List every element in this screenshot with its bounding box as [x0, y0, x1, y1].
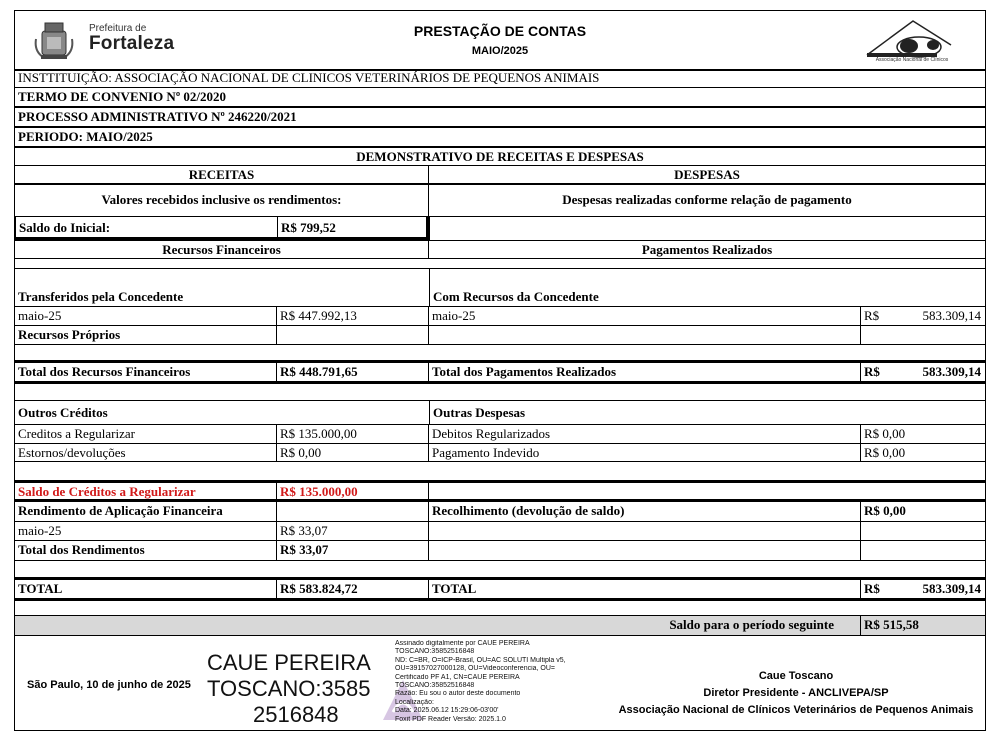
recursos-financeiros-header: Recursos Financeiros: [15, 240, 429, 258]
recursos-proprios-value: [277, 326, 429, 344]
sig-detail-line: Localização:: [395, 698, 434, 706]
maio-receita-label: maio-25: [15, 307, 277, 325]
rendimento-empty: [277, 502, 429, 521]
total-pagamentos-value: 583.309,14: [922, 364, 981, 379]
total-receitas-label: TOTAL: [15, 580, 277, 598]
document-page: [14, 10, 986, 731]
valores-row: [15, 185, 985, 216]
total-rendimentos-row: [15, 541, 985, 561]
recursos-proprios-despesa-empty: [429, 326, 861, 344]
transferidos-value: R$ 447.992,13: [277, 307, 429, 325]
digital-signature-name: [207, 650, 371, 728]
pagamento-indevido-value: R$ 0,00: [864, 445, 906, 460]
saldo-creditos-label: Saldo de Créditos a Regularizar: [15, 483, 277, 499]
demonstrativo-title: DEMONSTRATIVO DE RECEITAS E DESPESAS: [356, 149, 644, 164]
pagamento-currency: R$: [864, 308, 880, 323]
recolhimento-value: R$ 0,00: [864, 503, 906, 518]
recursos-proprios-label: Recursos Próprios: [15, 326, 277, 344]
recursos-proprios-row: [15, 326, 985, 345]
prefeitura-big-text: Fortaleza: [89, 33, 175, 54]
sig-detail-line: TOSCANO:35852516848: [395, 648, 475, 656]
total-row: [15, 580, 985, 601]
spacer-row-1: [15, 259, 985, 269]
spacer-row-2: [15, 345, 985, 363]
despesas-header: DESPESAS: [674, 167, 740, 182]
termo-text: TERMO DE CONVENIO Nº 02/2020: [18, 89, 226, 104]
spacer-row-4: [15, 462, 985, 483]
digital-signature-details: [395, 640, 625, 724]
total-recursos-label: Total dos Recursos Financeiros: [15, 363, 277, 381]
sig-detail-line: ND: C=BR, O=ICP-Brasil, OU=AC SOLUTI Multipla v5,: [395, 656, 566, 664]
valores-recebidos-text: Valores recebidos inclusive os rendimentos:: [15, 185, 429, 216]
recolhimento-label: Recolhimento (devolução de saldo): [429, 502, 861, 521]
termo-row: [15, 88, 985, 108]
sig-detail-line: TOSCANO:35852516848: [395, 682, 475, 690]
spacer-row-6: [15, 601, 985, 616]
spacer-row-3: [15, 384, 985, 401]
total-despesas-label: TOTAL: [429, 580, 861, 598]
saldo-seguinte-value: R$ 515,58: [864, 617, 919, 632]
saldo-seguinte-label: Saldo para o período seguinte: [15, 616, 861, 635]
saldo-inicial-label: Saldo do Inicial:: [15, 216, 277, 240]
saldo-inicial-row: [15, 216, 985, 240]
transferidos-row: [15, 269, 985, 307]
sig-detail-line: OU=39157027000128, OU=Videoconferencia, OU=: [395, 665, 556, 673]
pagamentos-realizados-header: Pagamentos Realizados: [429, 240, 985, 258]
instituicao-row: [15, 69, 985, 88]
total-despesas-currency: R$: [864, 581, 880, 596]
total-pagamentos-label: Total dos Pagamentos Realizados: [429, 363, 861, 381]
spacer-row-5: [15, 561, 985, 580]
instituicao-text: INSTTITUIÇÃO: ASSOCIAÇÃO NACIONAL DE CLINICOS VETERINÁRIOS DE PEQUENOS ANIMAIS: [18, 70, 600, 85]
maio-despesa-label: maio-25: [429, 307, 861, 325]
outros-row: [15, 401, 985, 425]
total-recursos-value: R$ 448.791,65: [277, 363, 429, 381]
pagamento-indevido-label: Pagamento Indevido: [429, 444, 861, 461]
processo-text: PROCESSO ADMINISTRATIVO Nº 246220/2021: [18, 109, 297, 124]
anclivepa-logo-caption: Associação Nacional de Clínicos: [875, 57, 949, 63]
transferidos-label: Transferidos pela Concedente: [18, 289, 184, 304]
creditos-regularizar-row: [15, 425, 985, 444]
estornos-row: [15, 444, 985, 462]
total-rendimentos-despesa-empty: [429, 541, 861, 560]
despesas-realizadas-text: Despesas realizadas conforme relação de pagamento: [562, 192, 852, 207]
rendimento-maio-despesa-empty: [429, 522, 861, 540]
sig-detail-line: Data: 2025.06.12 15:29:06-03'00': [395, 707, 499, 715]
periodo-row: [15, 128, 985, 148]
creditos-regularizar-value: R$ 135.000,00: [277, 425, 429, 443]
document-title: PRESTAÇÃO DE CONTAS: [413, 23, 587, 39]
estornos-label: Estornos/devoluções: [15, 444, 277, 461]
maio-row: [15, 307, 985, 326]
receitas-despesas-header-row: [15, 166, 985, 185]
sig-detail-line: Razão: Eu sou o autor deste documento: [395, 690, 521, 698]
creditos-regularizar-label: Creditos a Regularizar: [15, 425, 277, 443]
rendimento-maio-row: [15, 522, 985, 541]
saldo-seguinte-row: [15, 616, 985, 636]
document-header: [15, 11, 985, 71]
signer-name: Caue Toscano: [758, 670, 834, 682]
signer-org: Associação Nacional de Clínicos Veterinários de Pequenos Animais: [618, 704, 974, 716]
rendimento-label: Rendimento de Aplicação Financeira: [15, 502, 277, 521]
estornos-value: R$ 0,00: [277, 444, 429, 461]
document-subtitle: MAIO/2025: [471, 45, 529, 57]
total-pagamentos-currency: R$: [864, 364, 880, 379]
recursos-pagamentos-row: [15, 240, 985, 259]
sig-line-2: TOSCANO:3585: [207, 676, 371, 701]
sig-detail-line: Foxit PDF Reader Versão: 2025.1.0: [395, 715, 506, 723]
footer-date: São Paulo, 10 de junho de 2025: [27, 679, 191, 691]
pagamento-value: 583.309,14: [922, 308, 981, 323]
outros-creditos-label: Outros Créditos: [18, 405, 108, 420]
saldo-creditos-row: [15, 483, 985, 502]
total-despesas-value: 583.309,14: [922, 581, 981, 596]
total-recursos-row: [15, 363, 985, 384]
sig-detail-line: Certificado PF A1, CN=CAUE PEREIRA: [395, 673, 520, 681]
saldo-creditos-value: R$ 135.000,00: [277, 483, 429, 499]
com-recursos-label: Com Recursos da Concedente: [429, 269, 985, 306]
receitas-header: RECEITAS: [15, 166, 429, 183]
sig-line-3: 2516848: [253, 702, 339, 727]
rendimento-row: [15, 502, 985, 522]
processo-row: [15, 108, 985, 128]
demonstrativo-title-row: [15, 148, 985, 166]
sig-detail-line: Assinado digitalmente por CAUE PEREIRA: [395, 640, 530, 647]
signer-block: [615, 668, 977, 719]
prefeitura-small-text: Prefeitura de: [89, 23, 147, 34]
sig-line-1: CAUE PEREIRA: [207, 650, 371, 675]
total-rendimentos-label: Total dos Rendimentos: [15, 541, 277, 560]
total-receitas-value: R$ 583.824,72: [277, 580, 429, 598]
saldo-inicial-despesas-empty: [429, 216, 985, 240]
rendimento-maio-label: maio-25: [15, 522, 277, 540]
saldo-creditos-despesa-empty: [429, 483, 985, 499]
rendimento-maio-value: R$ 33,07: [277, 522, 429, 540]
debitos-regularizados-label: Debitos Regularizados: [429, 425, 861, 443]
signer-role: Diretor Presidente - ANCLIVEPA/SP: [703, 687, 889, 699]
debitos-regularizados-value: R$ 0,00: [864, 426, 906, 441]
periodo-text: PERIODO: MAIO/2025: [18, 129, 153, 144]
outras-despesas-label: Outras Despesas: [429, 401, 985, 424]
total-rendimentos-value: R$ 33,07: [277, 541, 429, 560]
saldo-inicial-value: R$ 799,52: [277, 216, 429, 240]
signature-footer: [15, 634, 985, 730]
